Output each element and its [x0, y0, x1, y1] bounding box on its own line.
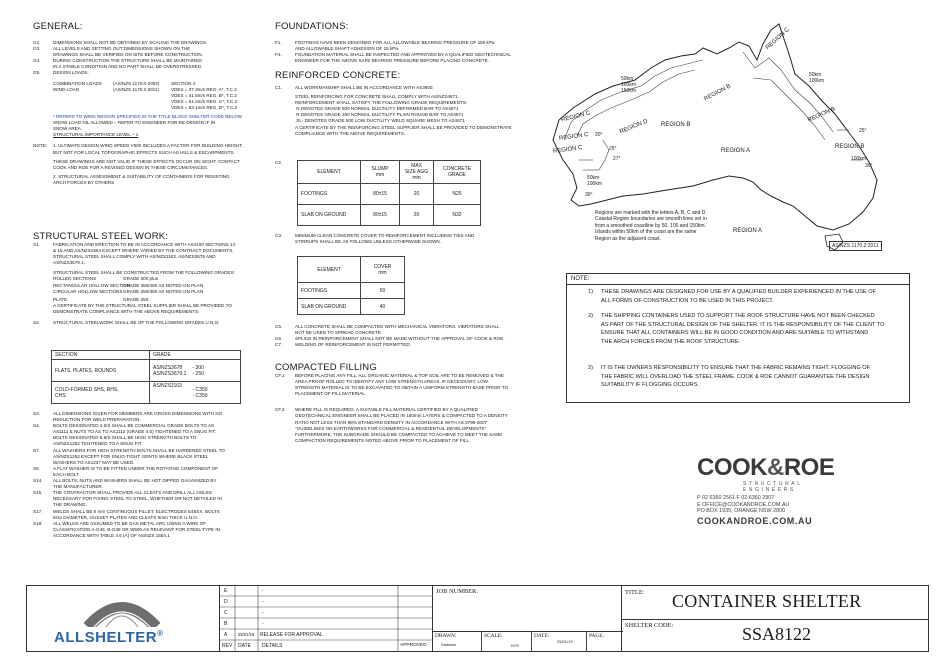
rev-e: E	[224, 588, 228, 594]
region-d-label: REGION D	[618, 118, 649, 136]
revision-table: E - D - C - B - A 25/01/19 RELEASE FOR APPROVAL REV DATE DETAILS APPROVED	[219, 586, 432, 652]
wind-region-map	[543, 20, 913, 252]
general-notes: G2. DIMENSIONS SHALL NOT BE OBTAINED BY SCALING THE DRAWINGS. G3. ALL LEVELS AND SETTING OUT DIMENSIONS SHOWN ON THE DRAWINGS SHALL BE VERIFIED ON SITE BEFORE CONSTRUCTION. G4. DURING CONSTRUCTION THE STRUCTURE SHALL BE MAINTAINED IN A STABLE CONDITION AND NO PART SHALL BE OVERSTRESSED. G5. DESIGN LOADS. COMBINATION LOADS (AS/NZS 1170.0-2002) SECTION 4 WIND LOAD (AS/NZS 1170.2-2011) VDES = 37.3m/s REG. A*, T.C.2 VDES = 41.5m/s REG. B*, T.C.2 VDES = 51.0m/s REG. C*, T.C.2 VDES = 63.1m/s REG. D*, T.C.2 * REFERS TO WIND REGION SPECIFIED IN THE TITLE BLOCK SHELTER CODE BELOW SNOW LOAD NIL ALLOWED – REFER TO ENGINEER FOR RE-DESIGN IF IN SNOW AREA. STRUCTURAL IMPORTANCE LEVEL – 1 NOTE: 1. ULTIMATE DESIGN WIND SPEED V500 INCLUDES A FACTOR FOR BUILDING HEIGHT, BUT NOT FOR LOCAL TOPOGRAPHIC EFFECTS SUCH AS HILLS & ESCARPMENTS. THESE DRAWINGS ARE NOT VALID IF THESE EFFECTS OCCUR ON SIGHT. CONTACT COOK AND ROE FOR A REVISED DESIGN IN THESE CIRCUMSTANCES. 2. STRUCTURAL ASSESSMENT & SUITABILITY OF CONTAINERS FOR RESISTING ARCH FORCES BY OTHERS	[33, 40, 243, 185]
rev-a: A	[224, 632, 228, 638]
distance-left: 50km 100km 150km	[621, 76, 637, 94]
importance-level: STRUCTURAL IMPORTANCE LEVEL – 1	[53, 132, 139, 138]
lat-30-east: 30°	[865, 163, 873, 169]
job-info: JOB NUMBER: DRAWN: Saddam SCALE: NTS DATE: 25/01/19 PAGE:	[432, 586, 622, 652]
allshelter-logo	[54, 591, 190, 649]
job-number-label: JOB NUMBER:	[436, 588, 479, 595]
note-heading: NOTE:	[567, 274, 909, 285]
distance-right-2: 100km	[851, 156, 867, 162]
foundations-heading: FOUNDATIONS:	[275, 21, 349, 32]
allshelter-arch-icon	[54, 591, 190, 627]
rev-b: B	[224, 621, 228, 627]
cookroe-website: COOKANDROE.COM.AU	[697, 515, 813, 526]
concrete-notes-c1: C1. ALL WORKMANSHIP SHALL BE IN ACCORDANCE WITH AS3600. STEEL REINFORCING FOR CONCRETE SHALL COMPLY WITH AS/NZS4671. REINFORCEMENT SHALL SATISFY THE FOLLOWING GRADE REQUIREMENTS: N DENOTES GRADE 500 NORMAL DUCTILITY DEFORMED BAR TO AS4671 R DENOTES GRADE 250 NORMAL DUCTILITY PLAIN ROUND BAR TO AS4671 SL- DENOTES GRADE 500 LOW DUCTILITY WELD SQUARE MESH TO AS4671 A CERTIFICATE BY THE REINFORCING STEEL SUPPLIER SHALL BE PROVIDED TO DEMONSTRATE COMPLIANCE WITH THE ABOVE REQUIREMENTS.	[275, 85, 512, 136]
distance-small: 50km 100km	[587, 175, 603, 187]
shelter-code: SSA8122	[742, 624, 812, 644]
concrete-notes-c3: C3. MINIMUM CLEAR CONCRETE COVER TO REINFORCEMENT INCLUDING TIES AND STIRRUPS SHALL BE AS FOLLOWS UNLESS OTHERWISE SHOWN.	[275, 233, 475, 245]
lat-27: 27°	[613, 156, 621, 162]
concrete-notes-rest: C5. ALL CONCRETE SHALL BE COMPACTED WITH MECHANICAL VIBRATORS. VIBRATORS SHALL NOT BE USED TO SPREAD CONCRETE. C6. SPLICE IN REINFORCEMENT SHALL NOT BE MADE WITHOUT THE APPROVAL OF COOK & ROE. C7. WELDING OF REINFORCEMENT IS NOT PERMITTED.	[275, 324, 505, 348]
region-a-label: REGION A	[721, 148, 751, 154]
steel-grade-table: SECTION GRADE FLATS, PLATES, ROUNDS AS/NZS3678 AS/NZS3679.1 - 300 - 250 COLD-FORMED SHS, RHS, CHS AS/NZS1163 - C350 - C350	[51, 350, 241, 404]
steel-heading: STRUCTURAL STEEL WORK:	[33, 231, 169, 242]
region-b-label-north: REGION B	[703, 83, 733, 103]
cookroe-logo	[697, 456, 847, 526]
region-a-tas-label: REGION A	[733, 228, 763, 234]
fill-heading: COMPACTED FILLING	[275, 362, 377, 373]
region-c-label-3: REGION C	[552, 144, 583, 156]
foundations-notes: F1. FOOTINGS HAVE BEEN DESIGNED FOR ALL ALLOWABLE BEARING PRESSURE OF 150 kPa AND ALLOWABLE SHAFT ADHESION OF 15 kPa. F4. FOUNDATION MATERIAL SHALL BE INSPECTED AND APPROVED BY A QUALIFIED GEOTECHNICAL ENGINEER FOR THE ABOVE SAFE BEARING PRESSURE BEFORE PLACING CONCRETE.	[275, 40, 511, 64]
rev-a-date: 25/01/19	[238, 632, 255, 637]
region-b-label-west: REGION B	[661, 122, 691, 128]
note-item-1: 1) THESE DRAWINGS ARE DESIGNED FOR USE BY A QUALIFIED BUILDER EXPERIENCED IN THE USE OF ALL FORMS OF CONSTRUCTION TO BE USED IN THIS PROJECT.	[588, 289, 876, 304]
steel-notes-s1: S1. FABRICATION AND ERECTION TO BE IN ACCORDANCE WITH AS4100 SECTIONS 14 & 15 AND AS/NZS1554 EXCEPT WHERE VARIED BY THE CONTRACT DOCUMENTS. STRUCTURAL STEEL SHALL COMPLY WITH AS/NZS1163, AS/NZS3678 AND AS/NZS3679.1. STRUCTURAL STEEL SHALL BE CONSTRUCTED FROM THE FOLLOWING GRADES: ROLLED SECTIONS GRADE 300 plus RECTANGULAR HOLLOW SECTIONGRADE 350/450 AS NOTED ON PLAN CIRCULAR HOLLOW SECTIONSGRADE 250/350 AS NOTED ON PLAN PLATE GRADE 250 A CERTIFICATE BY THE STRUCTURAL STEEL SUPPLIER SHALL BE PROVIDED TO DEMONSTRATE COMPLIANCE WITH THE ABOVE REQUIREMENTS. S2. STRUCTURAL STEELWORK SHALL BE OF THE FOLLOWING GRADES U.N.O.	[33, 242, 236, 326]
lat-25-west: 25°	[609, 146, 617, 152]
region-b-label-east: REGION B	[807, 106, 837, 124]
concrete-cover-table: ELEMENT COVER mm FOOTINGS 50 SLAB ON GROUND 40	[297, 256, 405, 315]
region-b-label-se: REGION B	[835, 144, 865, 150]
concrete-grade-table: ELEMENT SLUMP mm MAX SIZE AGG mm CONCRETE GRADE FOOTINGS 80±15 20 N25 SLAB ON GROUND 80±15 20 N32	[297, 160, 481, 226]
drawing-title: CONTAINER SHELTER	[672, 591, 862, 611]
distance-right: 50km 100km	[809, 72, 825, 84]
general-heading: GENERAL:	[33, 21, 83, 32]
lat-20: 20°	[595, 132, 603, 138]
cookroe-wordmark: COOK&ROE	[697, 454, 835, 481]
drawn-by: Saddam	[441, 642, 456, 647]
concrete-heading: REINFORCED CONCRETE:	[275, 70, 401, 81]
rev-c: C	[224, 610, 228, 616]
note-item-2: 2) THE SHIPPING CONTAINERS USED TO SUPPORT THE ROOF STRUCTURE HAVE NOT BEEN CHECKED AS PART OF THE STRUCTURAL DESIGN OF THE SHELTER. IT IS THE RESPONSIBILITY OF THE CLIENT TO ENSURE THAT ALL CONTAINERS WILL BE IN GOOD CONDITION AND ARE SUITABLE TO WITHSTAND THE ARCH FORCES FROM THE ROOF STRUCTURE.	[588, 313, 885, 345]
map-legend: Regions are marked with the letters A, B, C and D. Coastal Region boundaries are smooth lines set in from a smoothed coastline by 50, 100 and 150km. Islands within 50km of the coast are the same Region as the adjacent coast.	[595, 210, 707, 242]
note-item-3: 3) IT IS THE OWNERS RESPONSIBILITY TO ENSURE THAT THE FABRIC REMAINS TIGHT. FLOGGING OF THE FABRIC WILL OVERLOAD THE STEEL FRAME. COOK & ROE CANNOT GUARANTEE THE DESIGN SUITABILITY IF FLOGGING OCCURS.	[588, 365, 871, 389]
cookroe-tagline: STRUCTURAL ENGINEERS	[743, 481, 803, 493]
rev-d: D	[224, 599, 228, 605]
rev-a-details: RELEASE FOR APPROVAL	[260, 632, 323, 638]
fill-notes: CF.1 BEFORE PLACING ANY FILL, ALL ORGANIC MATERIAL & TOP SOIL ARE TO BE REMOVED & THE AREA PROOF ROLLED TO IDENTIFY ANY LOW STRENGTH AREAS. IF NECESSARY, LOW STRENGTH MATERIAL IS TO BE EXCAVATED TO OBTAIN A UNIFORM STRENGTH BASE PRIOR TO PLACEMENT OF FILL MATERIAL. CF.2 WHERE FILL IS REQUIRED, A SUITABLE FILL MATERIAL CERTIFIED BY A QUALIFIED GEOTECHNICAL ENGINEER SHALL BE PLACED IN 150mm LAYERS & COMPACTED TO A DENSITY RATIO NOT LESS THAN 98% STANDARD DENSITY IN ACCORDANCE WITH AS 3798-2007 "GUIDELINES ON EARTHWORKS FOR COMMERCIAL & RESIDENTIAL DEVELOPMENTS". FURTHERMORE, THE SUBGRADE SHOULD BE COMPACTED TO ACHIEVE TO MEET THE SAME COMPACTION REQUIREMENTS NOTED ABOVE PRIOR TO PLACEMENT OF FILL.	[275, 373, 509, 443]
note-box	[566, 273, 910, 403]
region-reference: * REFERS TO WIND REGION SPECIFIED IN THE TITLE BLOCK SHELTER CODE BELOW	[53, 114, 242, 120]
date-value: 25/01/19	[557, 639, 573, 644]
concrete-c2-label: C2.	[275, 160, 283, 165]
steel-notes-rest: S3. ALL DIMENSIONS GIVEN FOR MEMBERS ARE GROSS DIMENSIONS WITH NO REDUCTION FOR WELD PREPARATION. S4. BOLTS DESIGNATED 4.6/S SHALL BE COMMERCIAL GRADE BOLTS TO AS AS1111 & NUTS TO AS TO AS1112 (GRADE 4.6) TIGHTENED TO A SNUG FIT. BOLTS DESIGNATED 8.8/S SHALL BE HIGH STRENGTH BOLTS TO AS/NZS1252 TIGHTENED TO A SNUG FIT. S7. ALL WASHERS FOR HIGH STRENGTH BOLTS SHALL BE HARDENED STEEL TO AS/NZS1252 EXCEPT FOR SNUG-TIGHT JOINTS WHERE BLACK STEEL WASHERS TO AS1237 MAY BE USED. S8. A FLAT WASHER IS TO BE FITTED UNDER THE ROTATING COMPONENT OF EACH BOLT. S14. ALL BOLTS, NUTS AND WASHERS SHALL BE HOT DIPPED GALVANIZED BY THE MANUFACTURER. S15. THE CONTRACTOR SHALL PROVIDE ALL CLEATS AND DRILL ALL HOLES NECESSARY FOR FIXING STEEL TO STEEL, WHETHER OR NOT DETAILED IN THE DRAWING. S17. WELDS SHALL BE 6 mm CONTINUOUS FILLET, ELECTRODES E48XX, BOLTS M12 DIAMETER, GUSSET PLATES AND CLEATS 6mm THICK U.N.O. S18. ALL WELDS ARE ASSUMED TO BE GAS METAL ARC USING A WIRE OF CLASSIFICATION A-G46, B-G49 OR W500 AS RELEVANT FOR STEEL TYPE IN ACCORDANCE WITH TABLE 4.6 (A) OF AS/NZS 1554.1	[33, 411, 225, 538]
map-standard: AS/NZS 1170.2:2011	[829, 241, 882, 251]
region-c-label-4: REGION C	[764, 26, 791, 52]
allshelter-wordmark: ALLSHELTER®	[54, 629, 164, 646]
region-c-label-2: REGION C	[558, 131, 589, 143]
scale-value: NTS	[511, 643, 519, 648]
region-c-label-1: REGION C	[560, 110, 591, 124]
drawing-title-area: TITLE: CONTAINER SHELTER SHELTER CODE: SSA8122	[622, 586, 929, 652]
cookroe-contact: P 02 6360 2561 F 02 6360 2907 E OFFICE@COOKANDROE.COM.AU PO BOX 1935, ORANGE NSW 2800	[697, 495, 790, 515]
lat-30-west: 30°	[585, 192, 593, 198]
lat-25-east: 25°	[859, 128, 867, 134]
